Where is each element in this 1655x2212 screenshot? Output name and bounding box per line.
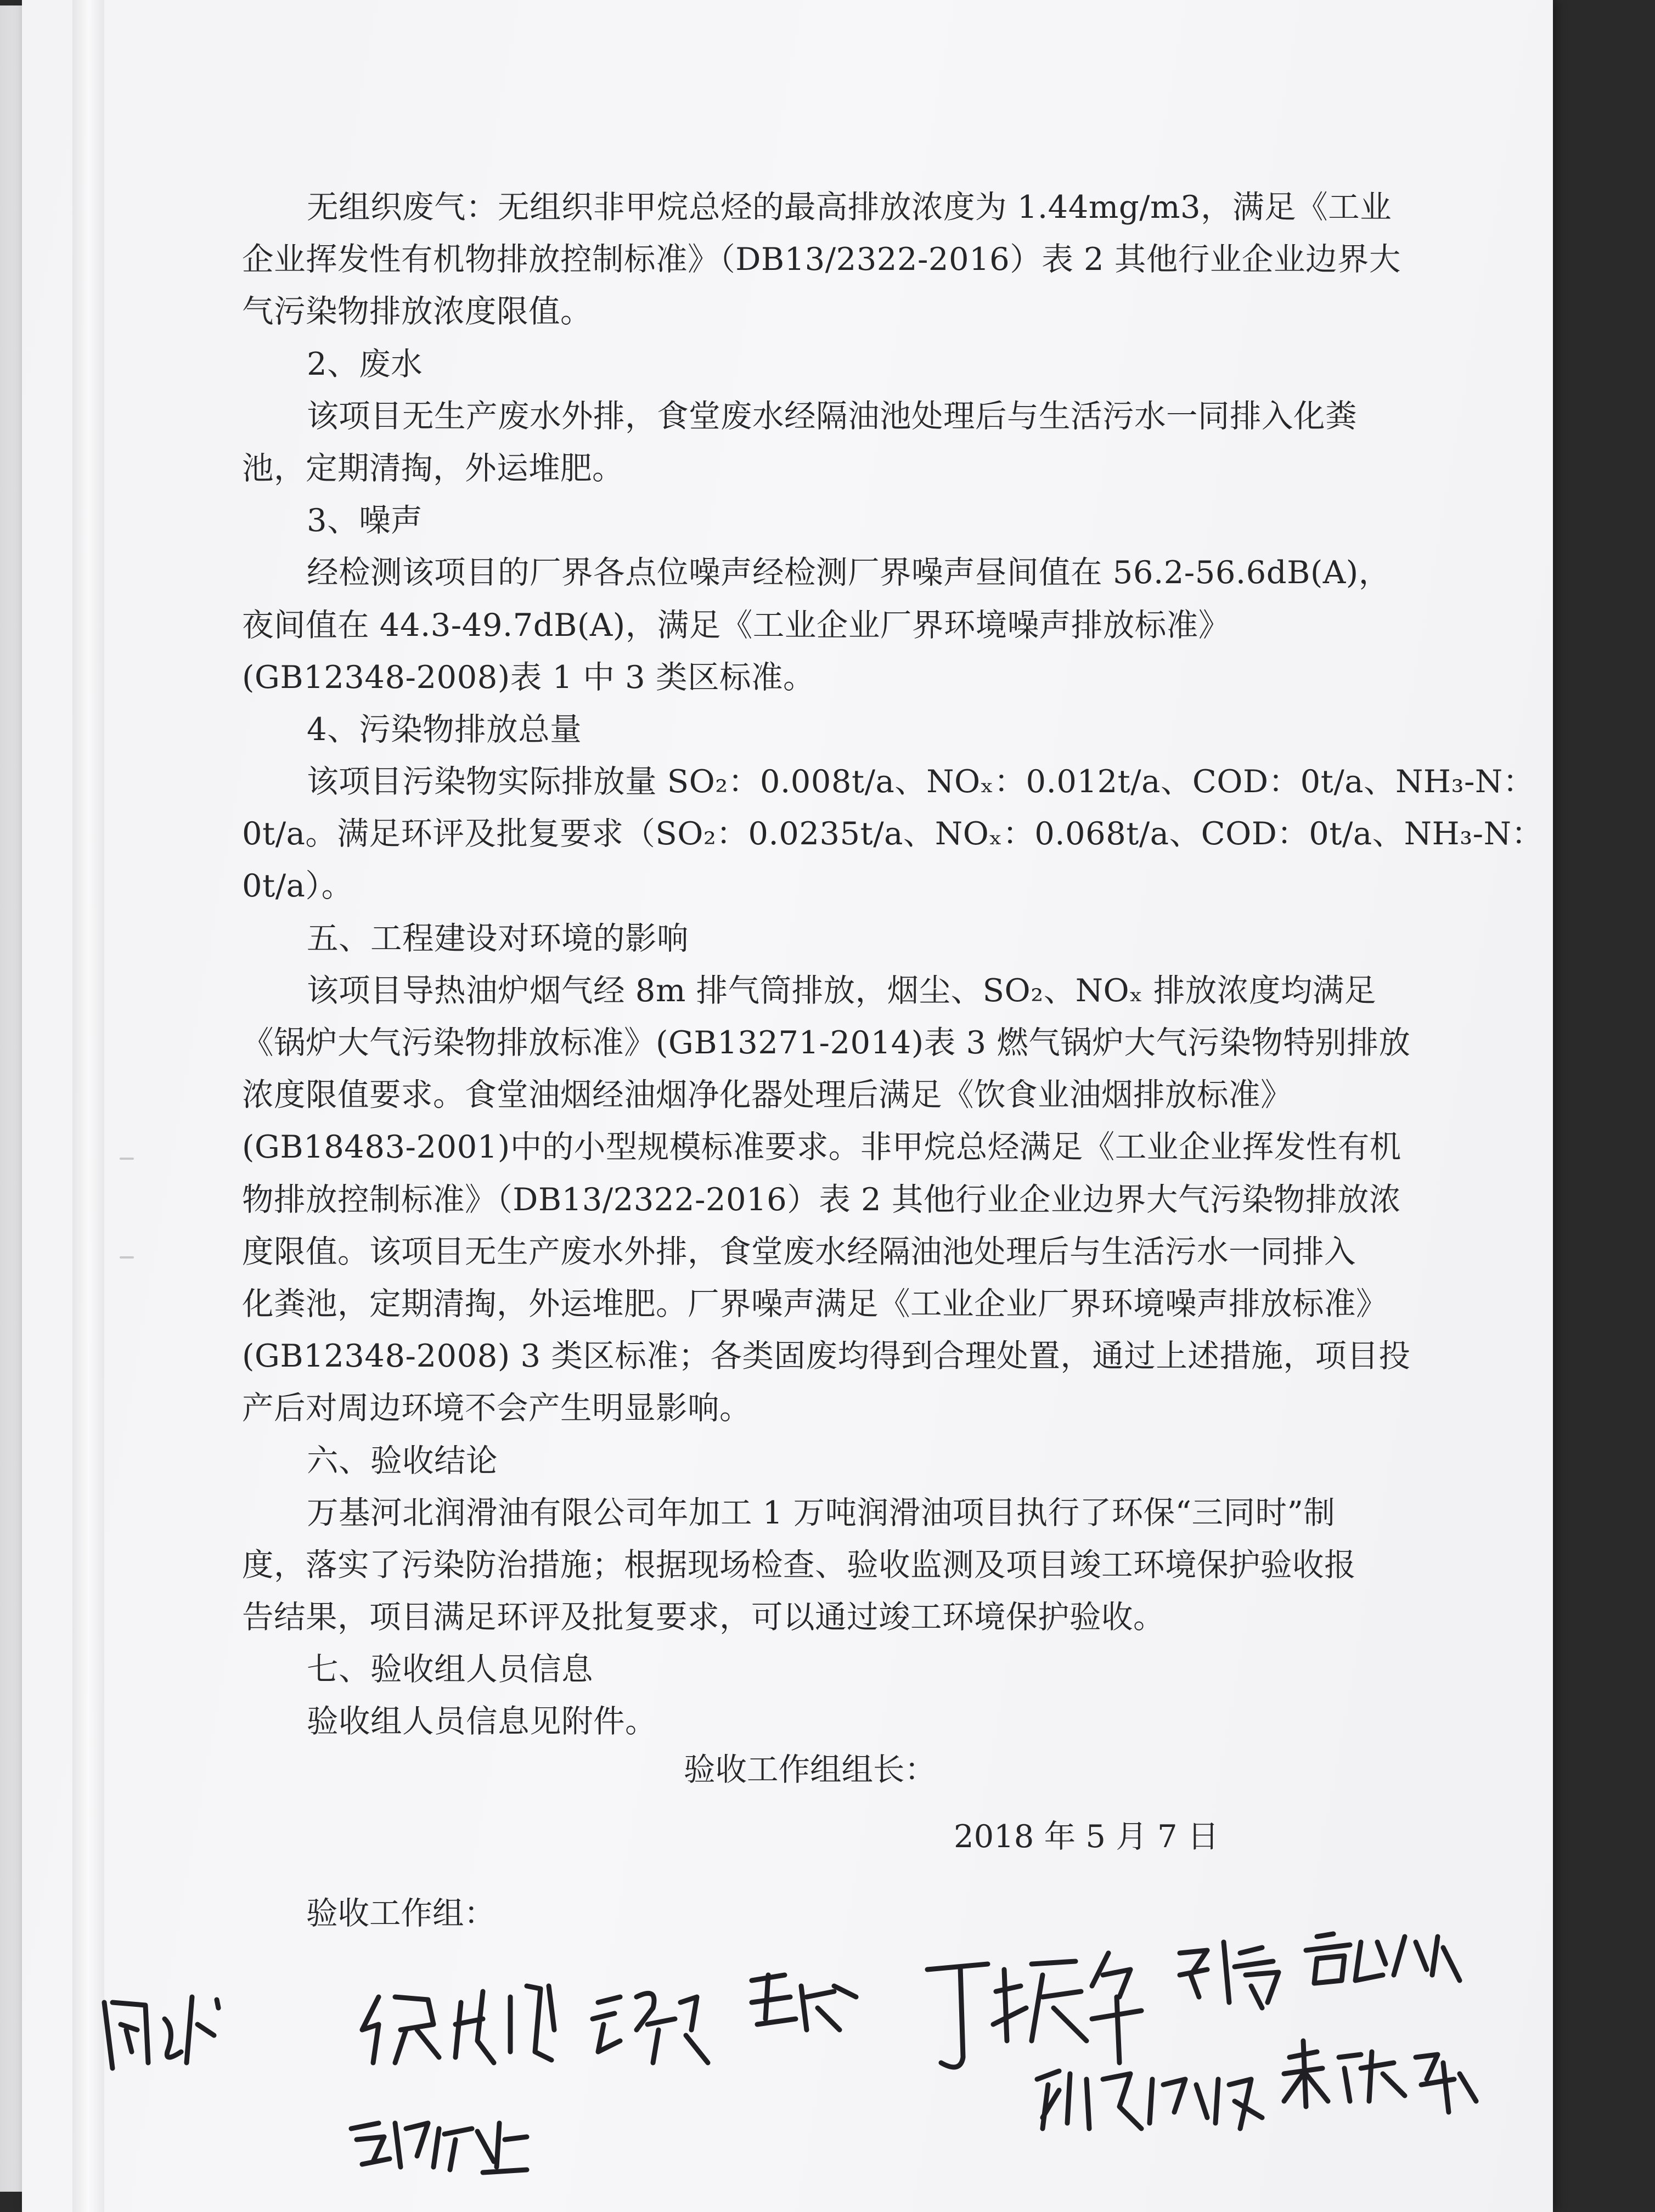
body-line: 浓度限值要求。食堂油烟经油烟净化器处理后满足《饮食业油烟排放标准》 <box>242 1076 1292 1114</box>
body-line: 万基河北润滑油有限公司年加工 1 万吨润滑油项目执行了环保“三同时”制 <box>307 1494 1336 1531</box>
body-line: 该项目导热油炉烟气经 8m 排气筒排放，烟尘、SO₂、NOₓ 排放浓度均满足 <box>307 972 1376 1009</box>
body-line: 《锅炉大气污染物排放标准》(GB13271-2014)表 3 燃气锅炉大气污染物特别排放 <box>242 1024 1411 1061</box>
body-line: 化粪池，定期清掏，外运堆肥。厂界噪声满足《工业企业厂界环境噪声排放标准》 <box>242 1285 1388 1322</box>
section-heading-noise: 3、噪声 <box>307 502 423 539</box>
body-line: 告结果，项目满足环评及批复要求，可以通过竣工环境保护验收。 <box>242 1599 1165 1636</box>
group-leader-label: 验收工作组组长： <box>684 1751 936 1788</box>
section-heading-wastewater: 2、废水 <box>307 345 423 382</box>
signature-1 <box>104 1997 218 2068</box>
body-line: 经检测该项目的厂界各点位噪声经检测厂界噪声昼间值在 56.2-56.6dB(A)， <box>307 554 1391 591</box>
body-line: 池，定期清掏，外运堆肥。 <box>242 449 624 487</box>
signature-8 <box>1037 2071 1262 2129</box>
body-line: 企业挥发性有机物排放控制标准》（DB13/2322-2016）表 2 其他行业企业边界大 <box>242 241 1401 278</box>
section-heading-conclusion: 六、验收结论 <box>307 1442 498 1479</box>
section-heading-environmental-impact: 五、工程建设对环境的影响 <box>307 919 689 957</box>
body-line: 夜间值在 44.3-49.7dB(A)，满足《工业企业厂界环境噪声排放标准》 <box>242 606 1230 644</box>
body-line: 无组织废气：无组织非甲烷总烃的最高排放浓度为 1.44mg/m3，满足《工业 <box>307 189 1392 225</box>
body-line: 物排放控制标准》（DB13/2322-2016）表 2 其他行业企业边界大气污染物排放浓 <box>242 1181 1401 1218</box>
body-line: 度，落实了污染防治措施；根据现场检查、验收监测及项目竣工环境保护验收报 <box>242 1546 1356 1583</box>
body-line: (GB18483-2001)中的小型规模标准要求。非甲烷总烃满足《工业企业挥发性有机 <box>242 1128 1401 1166</box>
body-line: (GB12348-2008)表 1 中 3 类区标准。 <box>242 658 815 696</box>
signature-6 <box>1180 1942 1279 2008</box>
signature-5 <box>927 1953 1141 2067</box>
body-line: (GB12348-2008) 3 类区标准；各类固废均得到合理处置，通过上述措施，项目投 <box>242 1338 1411 1375</box>
body-line: 该项目污染物实际排放量 SO₂：0.008t/a、NOₓ：0.012t/a、COD：0t/a、NH₃-N： <box>307 763 1535 800</box>
body-line: 0t/a。满足环评及批复要求（SO₂：0.0235t/a、NOₓ：0.068t/a、COD：0t/a、NH₃-N： <box>242 815 1544 853</box>
working-group-label: 验收工作组： <box>306 1895 496 1932</box>
signature-2 <box>362 1986 554 2063</box>
signature-4 <box>752 1975 856 2030</box>
signature-3 <box>593 1993 708 2063</box>
body-line: 度限值。该项目无生产废水外排，食堂废水经隔油池处理后与生活污水一同排入 <box>242 1233 1356 1270</box>
body-line: 气污染物排放浓度限值。 <box>242 293 592 330</box>
signature-9 <box>1284 2041 1476 2112</box>
signing-date: 2018 年 5 月 7 日 <box>954 1818 1219 1855</box>
body-line: 该项目无生产废水外排，食堂废水经隔油池处理后与生活污水一同排入化粪 <box>307 397 1357 435</box>
body-line: 产后对周边环境不会产生明显影响。 <box>242 1390 751 1427</box>
signature-7 <box>1306 1934 1460 1983</box>
section-heading-group-info: 七、验收组人员信息 <box>307 1651 593 1688</box>
section-heading-total-emissions: 4、污染物排放总量 <box>307 710 582 748</box>
paragraph-group-info: 验收组人员信息见附件。 <box>307 1703 657 1740</box>
body-line: 0t/a）。 <box>242 867 353 905</box>
signature-10 <box>351 2123 527 2172</box>
